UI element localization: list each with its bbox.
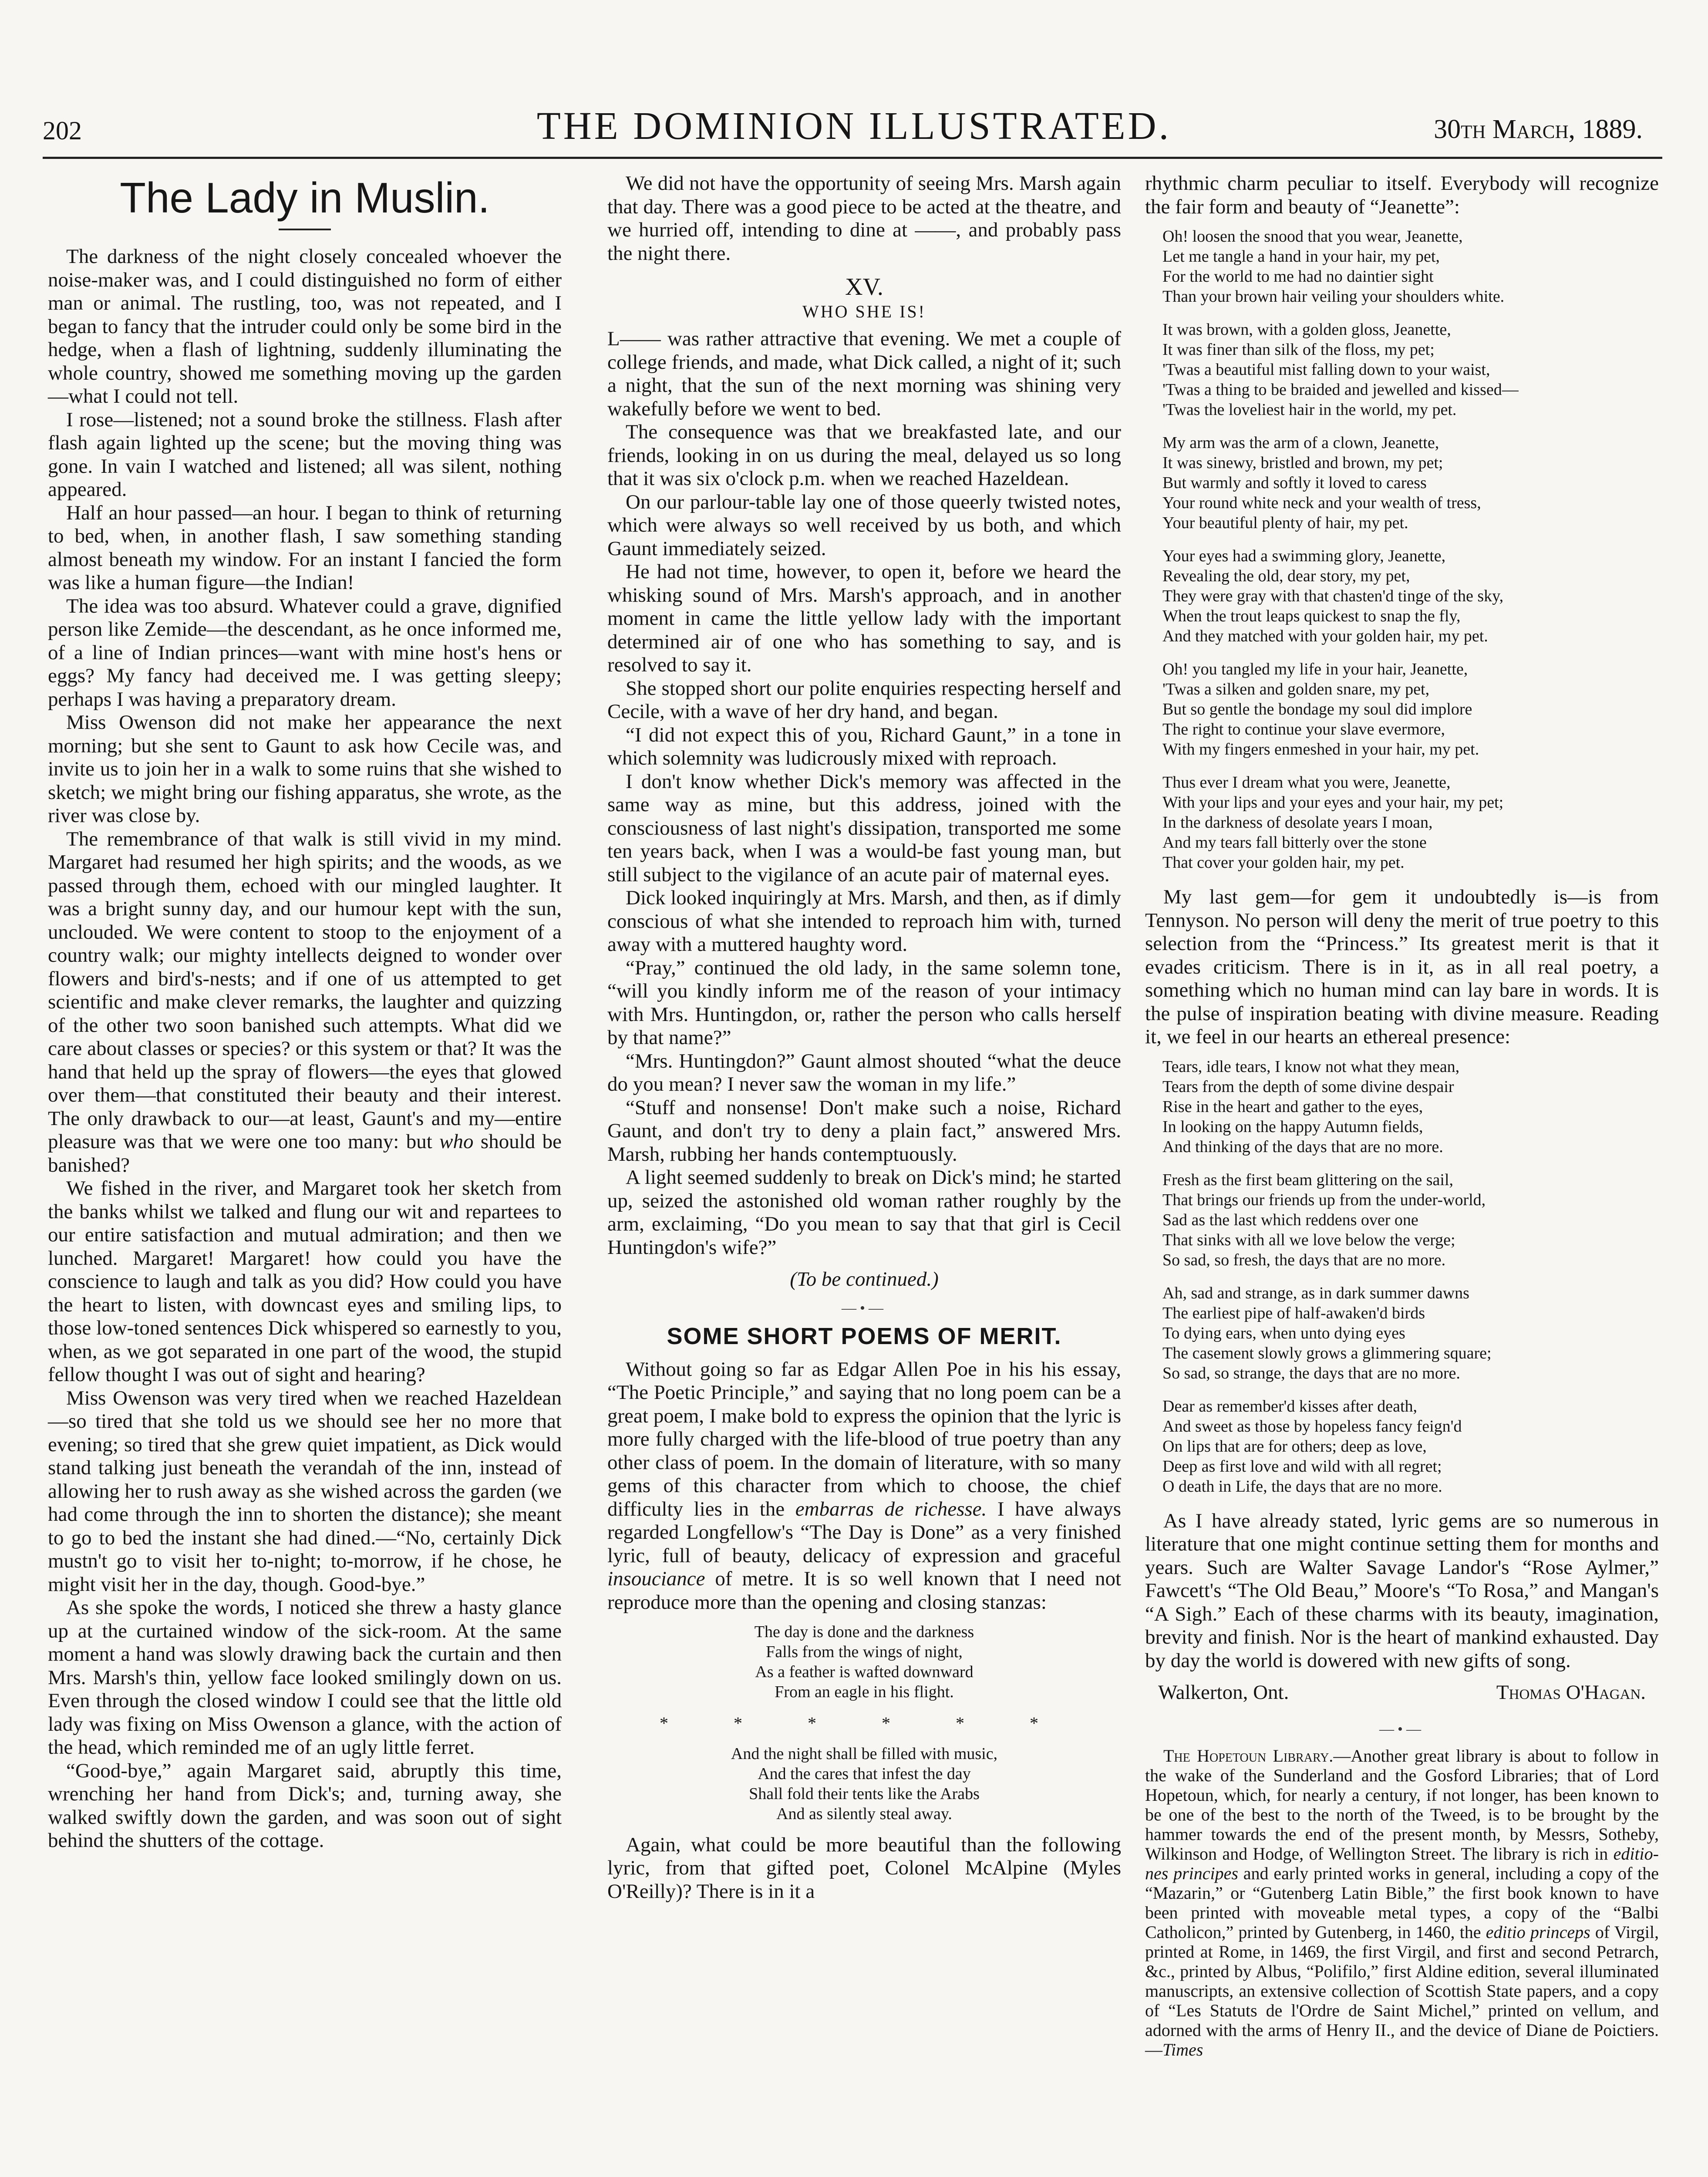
article-paragraph: As I have already stated, lyric gems are so numerous in literature that one might continue setting them for months and years. Such are Walter Savage Landor's “Rose Aylmer,” Fawcett's “The Old Beau,” Moore's “To Rosa,” and Mangan's “A Sigh.” Each of these charms with its beauty, imagination, brevity and finish. Nor is the heart of mankind exhausted. Day by day the world is dowered with new gifts of song. [1145,1509,1659,1672]
article-paragraph: Again, what could be more beautiful than the following lyric, from that gifted poet, Colonel McAlpine (Myles O'Reilly)? There is in it a [607,1833,1121,1903]
verse-line: And sweet as those by hopeless fancy feign'd [1162,1417,1462,1436]
verse-line: Sad as the last which reddens over one [1162,1210,1418,1229]
verse-line: Oh! loosen the snood that you wear, Jeanette, [1162,227,1463,246]
verse-line: For the world to me had no daintier sight [1162,267,1434,286]
story-paragraph: Half an hour passed—an hour. I began to think of returning to bed, when, in another flash, I saw something standing almost beneath my window. For an instant I fancied the form was like a human figure—the Indian! [48,501,562,594]
section-ornament: —•— [1379,1721,1425,1737]
author-place: Walkerton, Ont. [1158,1681,1289,1704]
column-1 [48,172,562,1853]
verse-line: Thus ever I dream what you were, Jeanette, [1162,773,1451,792]
publication-title: THE DOMINION ILLUSTRATED. [536,104,1172,148]
verse-line: That cover your golden hair, my pet. [1162,853,1405,872]
notice-text: of Virgil, printed at Rome, in 1469, the first Virgil, and first and second Petrarch, &c., printed by Albus, “Polifilo,” first Aldine edition, several illuminated manuscripts, an extensive collection of Scottish State papers, and a copy of “Les Statuts de l'Ordre de Saint Michel,” printed on vellum, and adorned with the arms of Henry II., and the device of Diane de Poictiers.— [1145,1922,1659,2059]
verse-line: To dying ears, when unto dying eyes [1162,1324,1405,1342]
verse-line: In the darkness of desolate years I moan, [1162,813,1433,832]
story-paragraph: I rose—listened; not a sound broke the stillness. Flash after flash again lighted up the scene; but the moving thing was gone. In vain I watched and listened; all was silent, nothing appeared. [48,408,562,501]
author-signature [1145,1672,1659,1705]
verse-line: So sad, so fresh, the days that are no more. [1162,1250,1446,1269]
verse-line: But warmly and softly it loved to caress [1162,474,1427,492]
paragraph-text: of metre. It is so well known that I need not reproduce more than the opening and closing stanzas: [607,1567,1122,1614]
column-3 [1145,172,1659,2059]
stanza [1162,226,1659,307]
verse-line: Tears, idle tears, I know not what they mean, [1162,1057,1460,1076]
story-paragraph: Miss Owenson was very tired when we reached Hazeldean—so tired that she told us we should see her no more that evening; so tired that she grew quiet impatient, as Dick would stand talking just beneath the verandah of the inn, instead of allowing her to rush away as she wished across the garden (we had come through the inn to shorten the distance); she meant to go to bed the instant she had dined.—“No, certainly Dick mustn't go to visit her to-night; to-morrow, if he chose, he might visit her in the day, though. Good-bye.” [48,1386,562,1596]
paragraph-text: Without going so far as Edgar Allen Poe in his his essay, “The Poetic Principle,” and saying that no long poem can be a great poem, I make bold to express the opinion that the lyric is more fully charged with the life-blood of true poetry than any other class of poem. In the domain of literature, with so many gems of this character from which to choose, the chief difficulty lies in the [607,1358,1121,1520]
paragraph-text: The remembrance of that walk is still vivid in my mind. Margaret had resumed her high spirits; and the woods, as we passed through them, echoed with our mingled laughter. It was a bright sunny day, and our humour kept with the sun, unclouded. We were content to stoop to the enjoyment of a country walk; our mighty intellects deigned to wonder over flowers and bird's-nests; and if one of us attempted to get scientific and make clever remarks, the laughter and quizzing of the other two soon banished such attempts. What did we care about classes or species? or this system or that? It was the hand that held up the spray of flowers—the eyes that glowed over them—that constituted their beauty and their interest. The only drawback to our—at least, Gaunt's and my—entire pleasure was that we were one too many: but [48,827,562,1153]
verse-line: My arm was the arm of a clown, Jeanette, [1162,434,1439,452]
emphasis: who [439,1130,474,1153]
title-rule [279,229,331,230]
running-head [0,104,1708,152]
stanza [1162,320,1659,420]
stanza [1162,659,1659,759]
verse-line: That sinks with all we love below the verge; [1162,1230,1455,1249]
verse-line: Rise in the heart and gather to the eyes, [1162,1097,1423,1116]
issue-date: 30th March, 1889. [1434,115,1643,144]
story-paragraph: A light seemed suddenly to break on Dick's mind; he started up, seized the astonished old woman rather roughly by the arm, exclaiming, “Do you mean to say that that girl is Cecil Huntingdon's wife?” [607,1166,1121,1259]
story-paragraph: The idea was too absurd. Whatever could a grave, dignified person like Zemide—the descendant, as he once informed me, of a line of Indian princes—want with mine host's hens or eggs? My fancy had deceived me. I was getting sleepy; perhaps I was having a preparatory dream. [48,594,562,711]
emphasis: insouciance [607,1567,705,1590]
section-ornament: —•— [842,1300,887,1316]
verse-line: Revealing the old, dear story, my pet, [1162,567,1410,585]
story-paragraph: The darkness of the night closely concealed whoever the noise-maker was, and I could distinguished no form of either man or animal. The rustling, too, was not repeated, and I began to fancy that the intruder could only be some bird in the hedge, when a flash of lightning, suddenly illuminating the whole country, showed me something moving up the garden—what I could not tell. [48,245,562,408]
stanza [1162,1396,1659,1496]
verse-line: That brings our friends up from the under-world, [1162,1190,1486,1209]
emphasis: embarras de richesse. [795,1497,987,1520]
verse-line: They were gray with that chasten'd tinge of the sky, [1162,587,1504,605]
chapter-title: WHO SHE IS! [802,301,926,321]
header-rule [43,157,1662,159]
article-paragraph: My last gem—for gem it undoubtedly is—is from Tennyson. No person will deny the merit of true poetry to this selection from the “Princess.” Its greatest merit is that it evades criticism. There is in it, as in all real poetry, a something which no human mind can lay bare in words. It is the pulse of inspiration beating with divine measure. Reading it, we feel in our hearts an ethereal presence: [1145,886,1659,1048]
stanza [1162,1170,1659,1270]
poem-day-is-done-closing [607,1744,1121,1824]
verse-line: The right to continue your slave evermore, [1162,720,1445,738]
stanza [1162,1057,1659,1157]
article-paragraph [607,1358,1121,1614]
poem-jeanette [1145,226,1659,873]
verse-line: But so gentle the bondage my soul did implore [1162,700,1472,718]
story-paragraph: The consequence was that we breakfasted late, and our friends, looking in on us during the meal, delayed us so long that it was six o'clock p.m. when we reached Hazeldean. [607,421,1121,490]
verse-line: And the cares that infest the day [758,1764,971,1783]
verse-line: O death in Life, the days that are no more. [1162,1477,1442,1496]
verse-line: It was finer than silk of the floss, my pet; [1162,340,1435,359]
verse-line: When the trout leaps quickest to snap the fly, [1162,607,1461,625]
story-paragraph: We fished in the river, and Margaret took her sketch from the banks whilst we talked and flung our wit and repartees to our entire satisfaction and mutual admiration; and then we lunched. Margaret! Margaret! how could you have the conscience to laugh and talk as you did? How could you have the heart to listen, with downcast eyes and smiling lips, to those low-toned sentences Dick whispered so earnestly to you, when, as we got separated in one part of the wood, the stupid fellow thought I was out of sight and hearing? [48,1177,562,1386]
paragraph-text: should be banished? [48,1130,562,1176]
verse-line: 'Twas the loveliest hair in the world, my pet. [1162,401,1457,419]
story-paragraph [48,828,562,1177]
hopetoun-library-notice [1145,1746,1659,2059]
story-paragraph: “I did not expect this of you, Richard Gaunt,” in a tone in which solemnity was ludicrously mixed with reproach. [607,723,1121,769]
verse-line: 'Twas a beautiful mist falling down to your waist, [1162,361,1490,379]
stanza [1162,772,1659,873]
verse-line: And they matched with your golden hair, my pet. [1162,627,1488,645]
notice-text: and early printed works in general, including a copy of the “Mazarin,” or “Gutenberg Latin Bible,” the first book known to have been printed with moveable metal types, a copy of the “Balbi Catholicon,” printed by Gutenberg, in 1460, the [1145,1864,1659,1942]
stanza [1162,546,1659,646]
verse-line: It was sinewy, bristled and brown, my pet; [1162,454,1443,472]
story-paragraph: “Good-bye,” again Margaret said, abruptly this time, wrenching her hand from Dick's; and, turning away, she walked swiftly down the garden, and was soon out of sight behind the shutters of the cottage. [48,1759,562,1852]
verse-line: Than your brown hair veiling your shoulders white. [1162,287,1505,306]
to-be-continued: (To be continued.) [790,1268,939,1291]
verse-line: Dear as remember'd kisses after death, [1162,1397,1418,1415]
page-number: 202 [43,116,82,145]
story-paragraph: On our parlour-table lay one of those queerly twisted notes, which were always so well received by us both, and which Gaunt immediately seized. [607,490,1121,560]
stanza [1162,1283,1659,1383]
column-2 [607,172,1121,1903]
story-paragraph: Dick looked inquiringly at Mrs. Marsh, and then, as if dimly conscious of what she intended to reproach him with, turned away with a muttered haughty word. [607,886,1121,956]
verse-line: Shall fold their tents like the Arabs [749,1784,980,1803]
story-paragraph: “Pray,” continued the old lady, in the same solemn tone, “will you kindly inform me of the reason of your intimacy with Mrs. Huntingdon, or, rather the person who calls herself by that name?” [607,956,1121,1049]
verse-line: Tears from the depth of some divine despair [1162,1077,1454,1096]
verse-line: As a feather is wafted downward [755,1663,974,1681]
verse-line: From an eagle in his flight. [775,1683,954,1701]
verse-line: With my fingers enmeshed in your hair, my pet. [1162,740,1479,758]
article-paragraph: rhythmic charm peculiar to itself. Everybody will recognize the fair form and beauty of “Jeanette”: [1145,172,1659,218]
poems-article-title: SOME SHORT POEMS OF MERIT. [667,1323,1062,1349]
emphasis: editiones principes [1145,1844,1659,1883]
story-paragraph: L—— was rather attractive that evening. We met a couple of college friends, and made, what Dick called, a night of it; such a night, that the sun of the next morning was shining very wakefully before we went to bed. [607,327,1121,420]
verse-line: Your eyes had a swimming glory, Jeanette, [1162,547,1446,565]
notice-source: Times [1162,2040,1203,2059]
verse-line: Oh! you tangled my life in your hair, Jeanette, [1162,660,1468,678]
verse-line: Ah, sad and strange, as in dark summer dawns [1162,1284,1469,1302]
story-paragraph: We did not have the opportunity of seeing Mrs. Marsh again that day. There was a good piece to be acted at the theatre, and we hurried off, intending to dine at ——, and probably pass the night there. [607,172,1121,265]
verse-line: Falls from the wings of night, [766,1643,963,1661]
verse-line: With your lips and your eyes and your hair, my pet; [1162,793,1504,812]
poem-day-is-done-opening [607,1622,1121,1702]
verse-line: And my tears fall bitterly over the stone [1162,833,1427,852]
story-paragraph: She stopped short our polite enquiries respecting herself and Cecile, with a wave of her dry hand, and began. [607,677,1121,723]
verse-line: On lips that are for others; deep as love, [1162,1437,1427,1456]
verse-line: 'Twas a silken and golden snare, my pet, [1162,680,1430,698]
ellipsis-stars: * * * * * * [660,1713,1069,1733]
verse-line: Your beautiful plenty of hair, my pet. [1162,514,1408,532]
verse-line: And the night shall be filled with music, [731,1744,998,1763]
story-title: The Lady in Muslin. [120,174,490,222]
verse-line: Deep as first love and wild with all regret; [1162,1457,1442,1476]
verse-line: Fresh as the first beam glittering on the sail, [1162,1170,1454,1189]
story-paragraph: As she spoke the words, I noticed she threw a hasty glance up at the curtained window of the sick-room. At the same moment a hand was slowly drawing back the curtain and then Mrs. Marsh's thin, yellow face looked smilingly down on us. Even through the closed window I could see that the little old lady was fixing on Miss Owenson a glance, with the action of the head, which reminded me of an ugly little ferret. [48,1596,562,1759]
notice-lead: The Hopetoun Library. [1163,1746,1334,1766]
paragraph-text: I have always regarded Longfellow's “The Day is Done” as a very finished lyric, full of beauty, delicacy of expression and graceful [607,1497,1122,1567]
verse-line: 'Twas a thing to be braided and jewelled and kissed— [1162,381,1519,399]
verse-line: And thinking of the days that are no more. [1162,1137,1443,1156]
verse-line: In looking on the happy Autumn fields, [1162,1117,1423,1136]
story-paragraph: “Mrs. Huntingdon?” Gaunt almost shouted “what the deuce do you mean? I never saw the woman in my life.” [607,1049,1121,1095]
stanza [1162,433,1659,533]
verse-line: Your round white neck and your wealth of tress, [1162,494,1481,512]
story-paragraph: He had not time, however, to open it, before we heard the whisking sound of Mrs. Marsh's approach, and in another moment in came the little yellow lady with the important determined air of one who has something to say, and is resolved to say it. [607,560,1121,676]
verse-line: And as silently steal away. [776,1804,952,1823]
verse-line: The day is done and the darkness [754,1623,974,1641]
verse-line: The casement slowly grows a glimmering square; [1162,1344,1492,1362]
verse-line: So sad, so strange, the days that are no more. [1162,1364,1460,1382]
poem-tears-idle-tears [1145,1057,1659,1496]
notice-text: —Another great library is about to follow in the wake of the Sunderland and the Gosford Libraries; that of Lord Hopetoun, which, for nearly a century, if not longer, has been known to be one of the best to the north of the Tweed, is to be brought by the hammer towards the end of the present month, by Messrs, Sotheby, Wilkinson and Hodge, of Wellington Street. The library is rich in [1145,1746,1659,1864]
story-paragraph: Miss Owenson did not make her appearance the next morning; but she sent to Gaunt to ask how Cecile was, and invite us to join her in a walk to some ruins that she wished to sketch; we might bring our fishing apparatus, she wrote, as the river was close by. [48,711,562,827]
story-paragraph: “Stuff and nonsense! Don't make such a noise, Richard Gaunt, and don't try to deny a plain fact,” answered Mrs. Marsh, rubbing her hands contemptuously. [607,1096,1121,1166]
emphasis: editio princeps [1486,1922,1590,1942]
story-paragraph: I don't know whether Dick's memory was affected in the same way as mine, but this address, joined with the consciousness of last night's dissipation, transported me some ten years back, when I was a would-be fast young man, but still subject to the vigilance of an acute pair of maternal eyes. [607,770,1121,886]
author-name: Thomas O'Hagan. [1496,1681,1646,1704]
verse-line: The earliest pipe of half-awaken'd birds [1162,1304,1425,1322]
verse-line: Let me tangle a hand in your hair, my pet, [1162,247,1440,266]
verse-line: It was brown, with a golden gloss, Jeanette, [1162,320,1451,339]
chapter-number: XV. [845,273,883,300]
